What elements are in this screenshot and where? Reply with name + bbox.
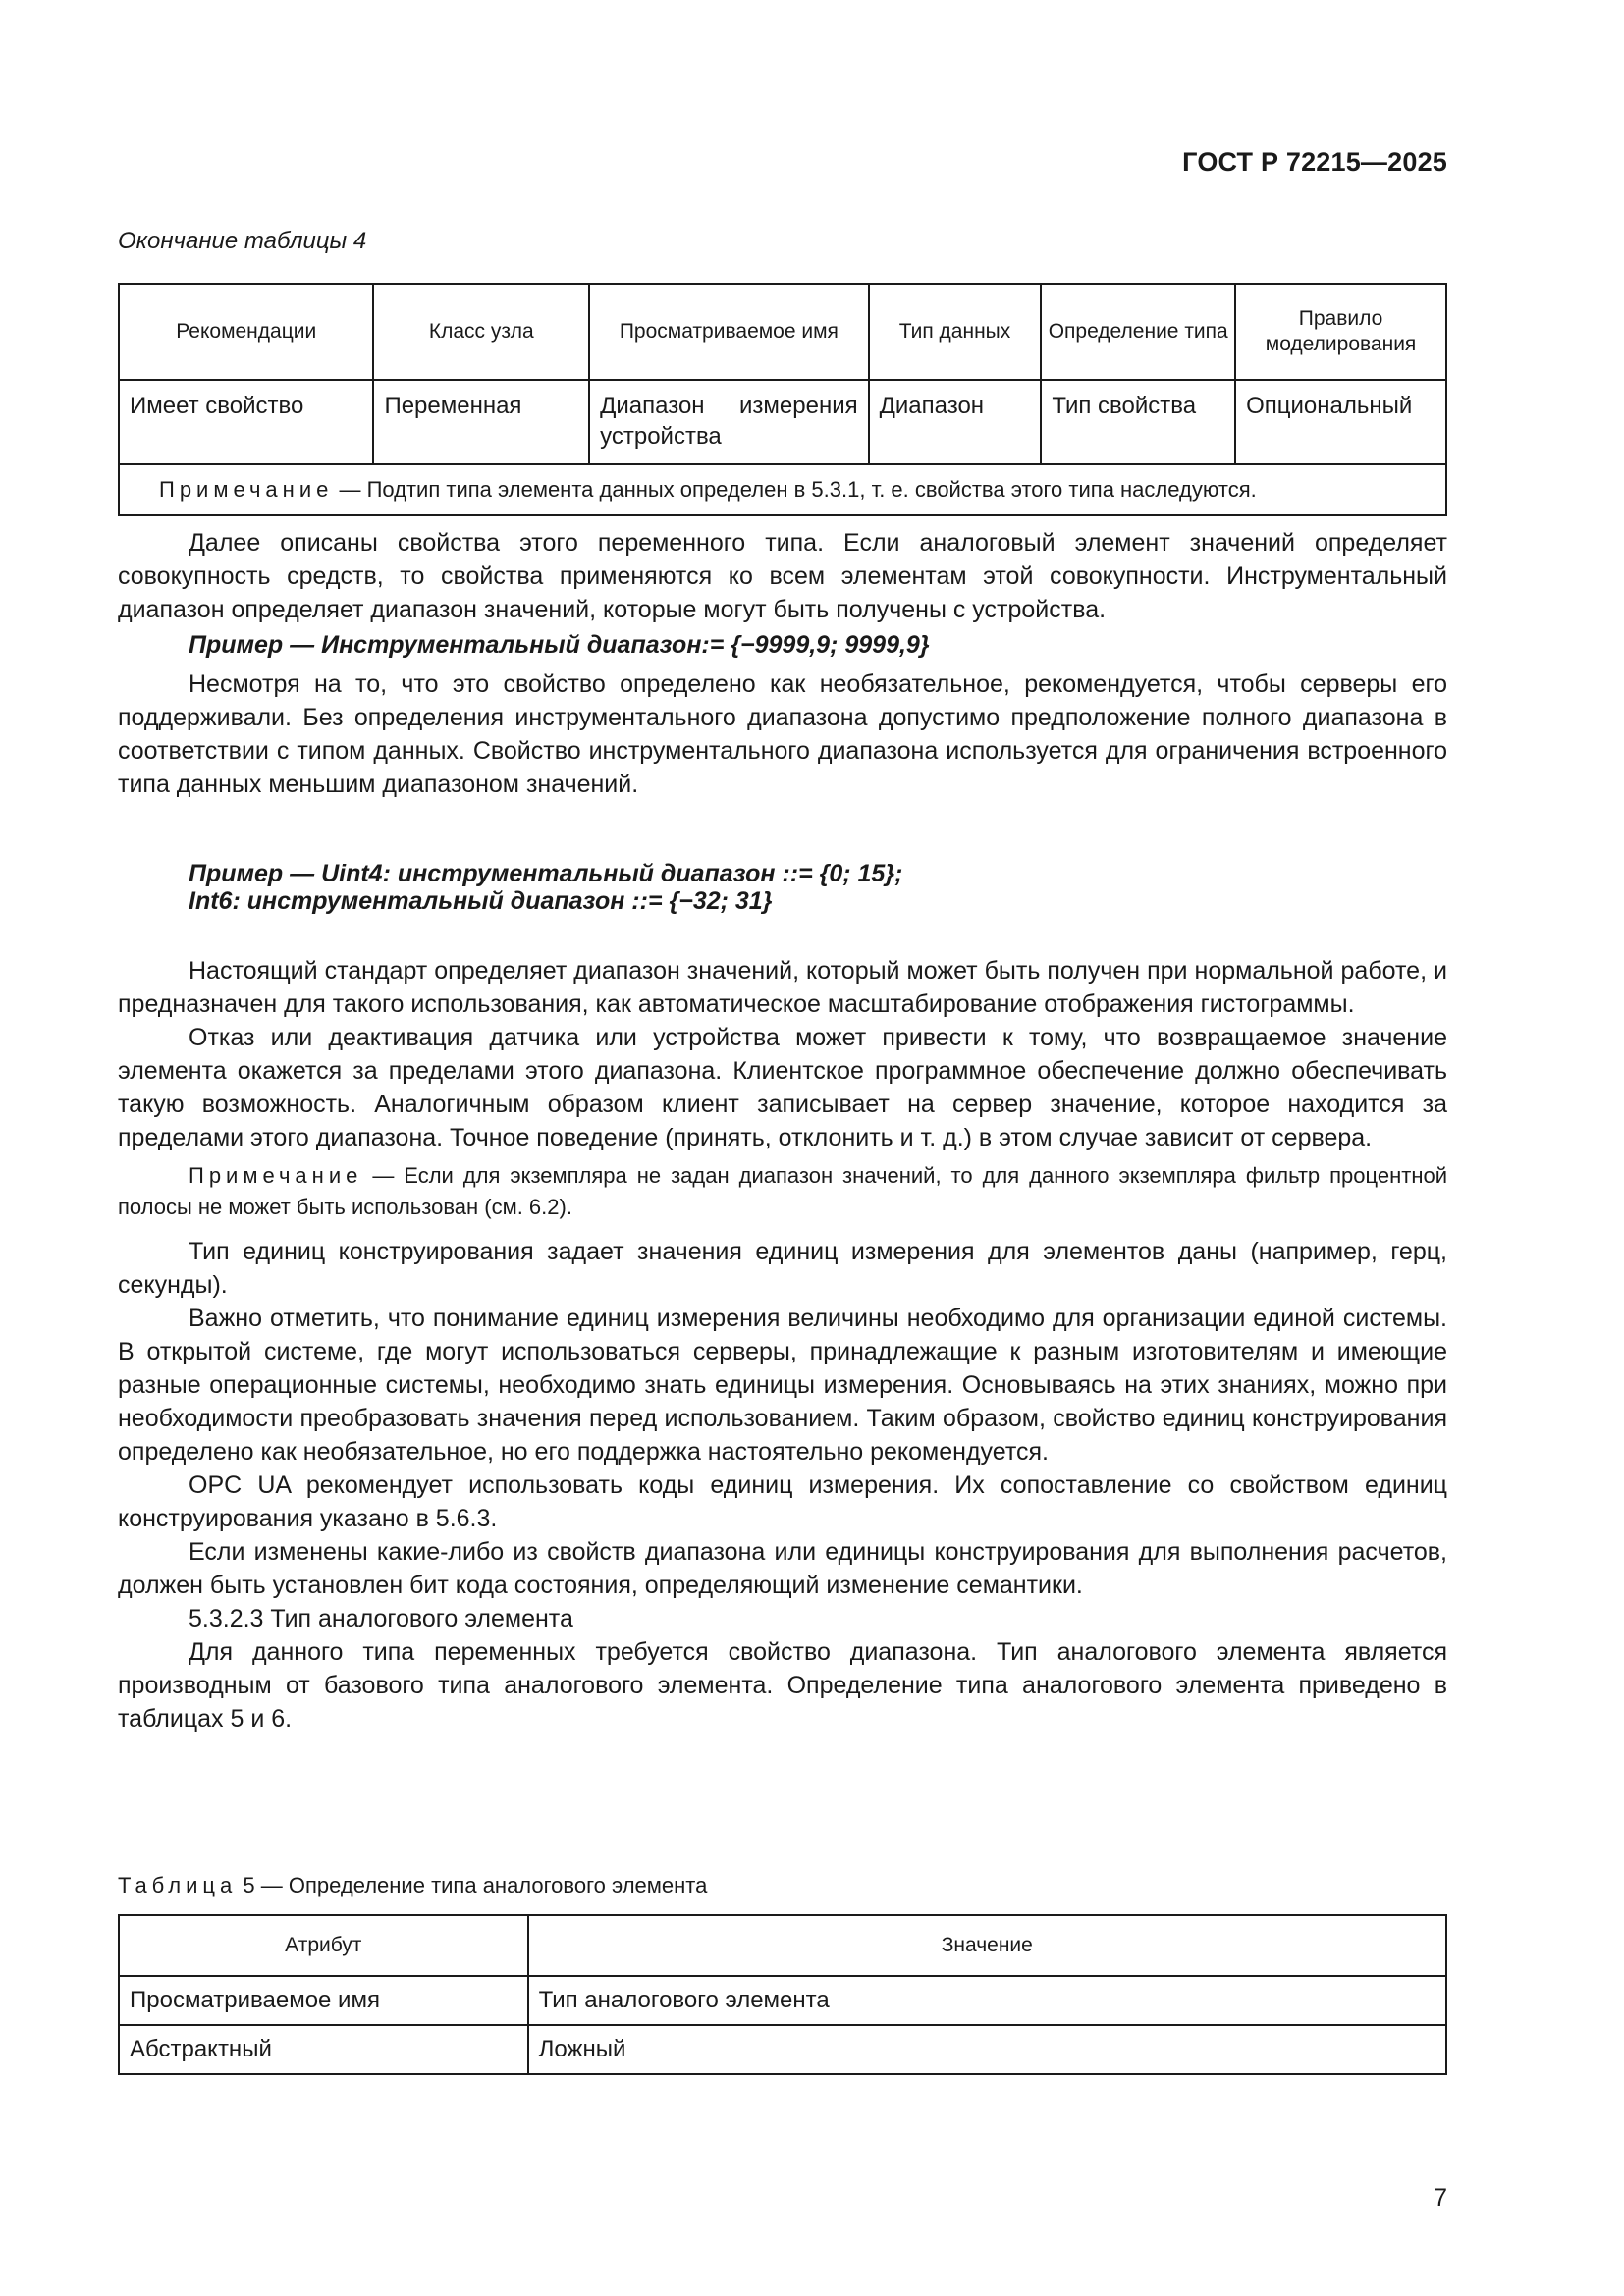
note-label: Примечание [189,1163,363,1188]
body-block-1 [118,526,1447,801]
paragraph: Если изменены какие-либо из свойств диапазона или единицы конструирования для выполнения расчетов, должен быть установлен бит кода состояния, определяющий изменение семантики. [118,1538,1447,1599]
table4-continuation-caption: Окончание таблицы 4 [118,228,367,254]
example: Пример — Инструментальный диапазон:= {−9999,9; 9999,9} [189,631,930,659]
paragraph: Отказ или деактивация датчика или устройства может привести к тому, что возвращаемое значение элемента окажется за пределами этого диапазона. Клиентское программное обеспечение должно обеспечивать такую возможность. Аналогичным образом клиент записывает на сервер значение, которое находится за пределами этого диапазона. Точное поведение (принять, отклонить и т. д.) в этом случае зависит от сервера. [118,1024,1447,1151]
example: Int6: инструментальный диапазон ::= {−32; 31} [189,887,773,915]
table-5 [118,1914,1447,2075]
table-cell: Имеет свойство [119,380,373,464]
paragraph: OPC UA рекомендует использовать коды единиц измерения. Их сопоставление со свойством единиц конструирования указано в 5.6.3. [118,1471,1447,1532]
paragraph: Важно отметить, что понимание единиц измерения величины необходимо для организации единой системы. В открытой системе, где могут использоваться серверы, принадлежащие к разным изготовителям и имеющие разные операционные системы, необходимо знать единицы измерения. Основываясь на этих знаниях, можно при необходимости преобразовать значения перед использованием. Таким образом, свойство единиц конструирования определено как необязательное, но его поддержка настоятельно рекомендуется. [118,1305,1447,1466]
table-row [119,380,1446,464]
table-row [119,2025,1446,2074]
table-cell: Тип аналогового элемента [528,1976,1446,2025]
table-header-row [119,1915,1446,1976]
table-cell: Абстрактный [119,2025,528,2074]
table5-caption [118,1873,707,1898]
column-header: Класс узла [373,284,589,380]
table-cell: Ложный [528,2025,1446,2074]
example: Пример — Uint4: инструментальный диапазон ::= {0; 15}; [189,860,903,887]
table-note [119,464,1446,515]
table-note-row [119,464,1446,515]
body-block-3 [118,954,1447,1735]
table-row [119,1976,1446,2025]
note-label: Примечание [159,477,334,502]
table-cell: Просматриваемое имя [119,1976,528,2025]
note-text: — Если для экземпляра не задан диапазон значений, то для данного экземпляра фильтр процентной полосы не может быть использован (см. 6.2). [118,1163,1447,1219]
section-heading: 5.3.2.3 Тип аналогового элемента [189,1605,573,1632]
table-title: 5 — Определение типа аналогового элемента [243,1873,708,1897]
column-header: Тип данных [869,284,1042,380]
paragraph: Несмотря на то, что это свойство определено как необязательное, рекомендуется, чтобы серверы его поддерживали. Без определения инструментального диапазона допустимо предположение полного диапазона в соответствии с типом данных. Свойство инструментального диапазона используется для ограничения встроенного типа данных меньшим диапазоном значений. [118,670,1447,798]
page-number: 7 [1434,2184,1447,2212]
table-cell: Тип свойства [1041,380,1235,464]
table-cell: Диапазон [869,380,1042,464]
column-header: Определение типа [1041,284,1235,380]
body-block-2 [118,860,1447,915]
column-header: Рекомендации [119,284,373,380]
paragraph: Настоящий стандарт определяет диапазон значений, который может быть получен при нормальной работе, и предназначен для такого использования, как автоматическое масштабирование отображения гистограммы. [118,957,1447,1018]
column-header: Правило моделирования [1235,284,1446,380]
table-4 [118,283,1447,516]
column-header: Просматриваемое имя [589,284,869,380]
table-label: Таблица [118,1873,238,1897]
column-header: Значение [528,1915,1446,1976]
paragraph: Для данного типа переменных требуется свойство диапазона. Тип аналогового элемента является производным от базового типа аналогового элемента. Определение типа аналогового элемента приведено в таблицах 5 и 6. [118,1638,1447,1733]
table-cell: Переменная [373,380,589,464]
table-cell: Диапазон измерения устройства [589,380,869,464]
standard-number: ГОСТ Р 72215—2025 [1182,147,1447,177]
paragraph: Тип единиц конструирования задает значения единиц измерения для элементов даны (например, герц, секунды). [118,1238,1447,1299]
note [118,1160,1447,1223]
column-header: Атрибут [119,1915,528,1976]
table-cell: Опциональный [1235,380,1446,464]
note-text: — Подтип типа элемента данных определен в 5.3.1, т. е. свойства этого типа наследуются. [339,477,1257,502]
paragraph: Далее описаны свойства этого переменного типа. Если аналоговый элемент значений определяет совокупность средств, то свойства применяются ко всем элементам этой совокупности. Инструментальный диапазон определяет диапазон значений, которые могут быть получены с устройства. [118,529,1447,623]
table-header-row [119,284,1446,380]
